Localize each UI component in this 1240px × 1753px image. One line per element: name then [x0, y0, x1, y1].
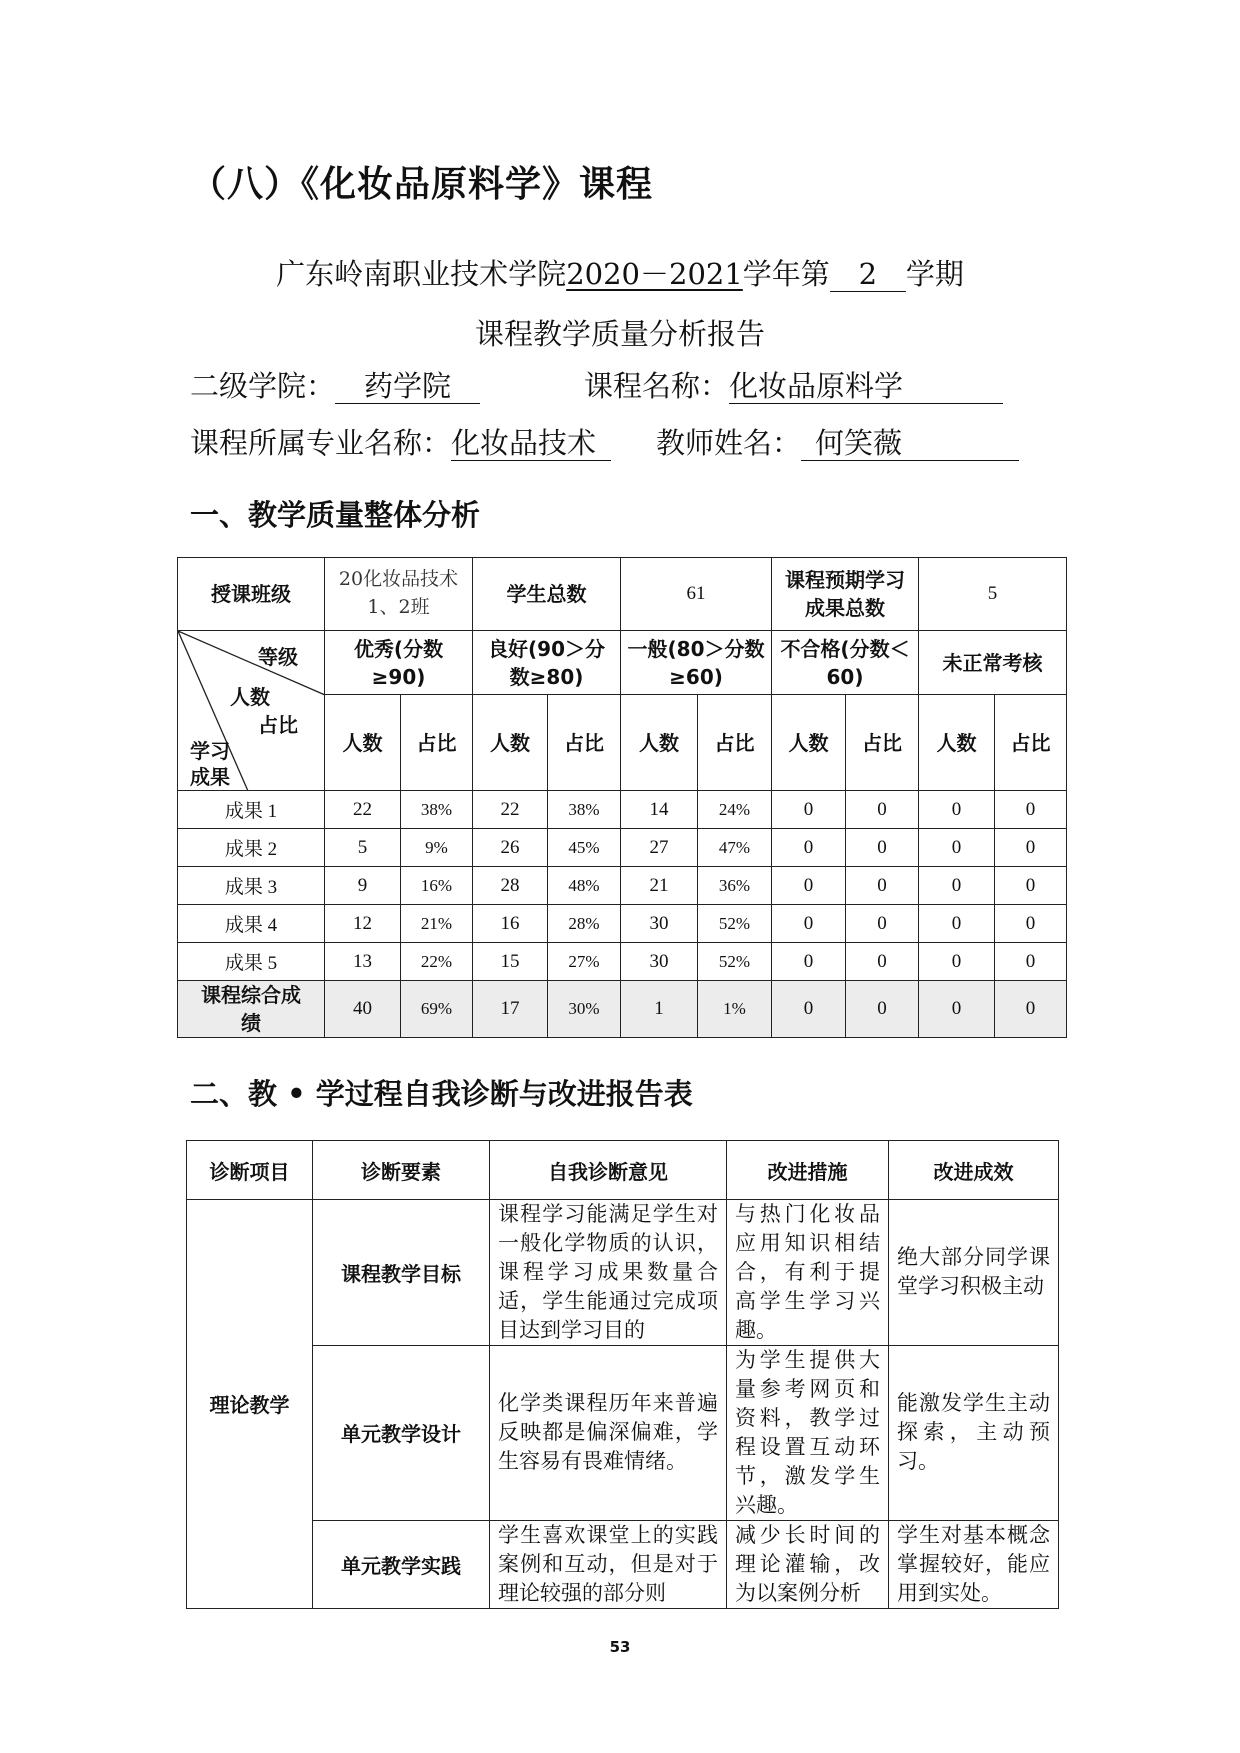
sub-count-header: 人数: [919, 695, 995, 791]
total-cell: 1: [621, 981, 698, 1038]
cell-ratio: 36%: [698, 867, 772, 905]
diagnosis-element: 课程教学目标: [313, 1200, 490, 1346]
cell-ratio: 28%: [548, 905, 621, 943]
class-value: 20化妆品技术1、2班: [325, 558, 473, 631]
diagnosis-effect: 学生对基本概念掌握较好，能应用到实处。: [889, 1520, 1059, 1608]
table-row: [187, 1200, 1059, 1346]
cell-ratio: 38%: [548, 791, 621, 829]
total-row: [178, 981, 1067, 1038]
cell-ratio: 52%: [698, 943, 772, 981]
college-value: 药学院: [335, 370, 480, 404]
cell-ratio: 0: [995, 943, 1067, 981]
cell-count: 0: [919, 829, 995, 867]
cell-count: 0: [772, 829, 846, 867]
cell-count: 0: [772, 867, 846, 905]
cell-ratio: 52%: [698, 905, 772, 943]
cell-ratio: 0: [846, 867, 919, 905]
major-value: 化妆品技术: [451, 427, 611, 461]
cell-ratio: 0: [846, 791, 919, 829]
diagonal-header-cell: [178, 631, 325, 791]
sub-ratio-header: 占比: [548, 695, 621, 791]
outcomes-value: 5: [919, 558, 1067, 631]
course-name-value: 化妆品原料学: [729, 370, 1003, 404]
total-cell: 40: [325, 981, 401, 1038]
sub-ratio-header: 占比: [401, 695, 473, 791]
grade-excellent: 优秀(分数≥90): [325, 631, 473, 695]
total-cell: 0: [846, 981, 919, 1038]
cell-count: 28: [473, 867, 548, 905]
cell-ratio: 0: [995, 791, 1067, 829]
diagnosis-opinion: 化学类课程历年来普遍反映都是偏深偏难，学生容易有畏难情绪。: [490, 1345, 727, 1520]
cell-count: 0: [772, 905, 846, 943]
total-label: 课程综合成绩: [178, 981, 325, 1038]
cell-ratio: 16%: [401, 867, 473, 905]
cell-count: 14: [621, 791, 698, 829]
sub-ratio-header: 占比: [698, 695, 772, 791]
diagnosis-measure: 与热门化妆品应用知识相结合，有利于提高学生学习兴趣。: [727, 1200, 889, 1346]
total-cell: 0: [919, 981, 995, 1038]
diag-grade-label: 等级: [258, 645, 298, 669]
sub-ratio-header: 占比: [995, 695, 1067, 791]
header-effect: 改进成效: [889, 1141, 1059, 1200]
cell-ratio: 38%: [401, 791, 473, 829]
term-suffix: 学期: [905, 257, 964, 291]
school-years: 2020－2021: [566, 257, 743, 291]
year-term-text: 学年第: [742, 257, 830, 291]
school-name: 广东岭南职业技术学院: [276, 257, 567, 291]
cell-ratio: 0: [846, 905, 919, 943]
class-label: 授课班级: [178, 558, 325, 631]
cell-count: 26: [473, 829, 548, 867]
cell-count: 0: [919, 867, 995, 905]
cell-count: 22: [473, 791, 548, 829]
table-row: [187, 1345, 1059, 1520]
section-title: （八）《化妆品原料学》课程: [190, 164, 654, 205]
diagnosis-opinion: 课程学习能满足学生对一般化学物质的认识，课程学习成果数量合适，学生能通过完成项目达到学习目的: [490, 1200, 727, 1346]
outcomes-label: 课程预期学习成果总数: [772, 558, 919, 631]
diagnosis-effect: 能激发学生主动探索，主动预习。: [889, 1345, 1059, 1520]
major-field: [190, 421, 611, 462]
cell-ratio: 0: [846, 829, 919, 867]
diag-outcome-label-1: 学习: [190, 739, 230, 763]
total-cell: 30%: [548, 981, 621, 1038]
cell-ratio: 9%: [401, 829, 473, 867]
quality-analysis-table: [177, 557, 1067, 1038]
diagnosis-element: 单元教学实践: [313, 1520, 490, 1608]
cell-count: 21: [621, 867, 698, 905]
cell-count: 0: [772, 791, 846, 829]
cell-count: 9: [325, 867, 401, 905]
grade-fail: 不合格(分数＜60): [772, 631, 919, 695]
outcome-label: 成果 5: [178, 943, 325, 981]
grade-good: 良好(90＞分数≥80): [473, 631, 621, 695]
diag-count-label: 人数: [230, 685, 270, 709]
course-name-label: 课程名称：: [584, 369, 730, 403]
cell-count: 16: [473, 905, 548, 943]
table-row: [178, 867, 1067, 905]
diag-outcome-label-2: 成果: [190, 765, 230, 789]
teacher-label: 教师姓名：: [656, 426, 802, 460]
course-name-field: [584, 364, 1003, 405]
cell-count: 5: [325, 829, 401, 867]
sub-count-header: 人数: [325, 695, 401, 791]
cell-ratio: 27%: [548, 943, 621, 981]
cell-ratio: 21%: [401, 905, 473, 943]
outcome-label: 成果 3: [178, 867, 325, 905]
sub-ratio-header: 占比: [846, 695, 919, 791]
diagnosis-element: 单元教学设计: [313, 1345, 490, 1520]
diagnosis-table: [186, 1140, 1059, 1609]
report-header-line: [0, 252, 1240, 293]
diagnosis-measure: 减少长时间的理论灌输，改为以案例分析: [727, 1520, 889, 1608]
page-number: 53: [609, 1638, 631, 1656]
diagnosis-item: 理论教学: [187, 1200, 313, 1609]
part1-title: 一、教学质量整体分析: [190, 498, 481, 532]
diagnosis-measure: 为学生提供大量参考网页和资料，教学过程设置互动环节，激发学生兴趣。: [727, 1345, 889, 1520]
total-cell: 0: [995, 981, 1067, 1038]
sub-count-header: 人数: [621, 695, 698, 791]
cell-count: 15: [473, 943, 548, 981]
cell-count: 0: [919, 791, 995, 829]
grade-header-row: [178, 631, 1067, 695]
teacher-value: 何笑薇: [801, 427, 1019, 461]
diagnosis-effect: 绝大部分同学课堂学习积极主动: [889, 1200, 1059, 1346]
teacher-field: [656, 421, 1019, 462]
table-row: [178, 905, 1067, 943]
cell-ratio: 0: [995, 867, 1067, 905]
cell-count: 30: [621, 905, 698, 943]
college-label: 二级学院：: [190, 369, 336, 403]
cell-count: 0: [919, 905, 995, 943]
total-cell: 17: [473, 981, 548, 1038]
table-row: [178, 829, 1067, 867]
cell-ratio: 22%: [401, 943, 473, 981]
class-info-row: [178, 558, 1067, 631]
total-cell: 1%: [698, 981, 772, 1038]
cell-count: 0: [772, 943, 846, 981]
college-field: [190, 364, 480, 405]
diag-ratio-label: 占比: [258, 713, 298, 737]
sub-count-header: 人数: [772, 695, 846, 791]
cell-count: 22: [325, 791, 401, 829]
outcome-label: 成果 2: [178, 829, 325, 867]
cell-ratio: 0: [995, 829, 1067, 867]
cell-count: 12: [325, 905, 401, 943]
major-label: 课程所属专业名称：: [190, 426, 452, 460]
diagnosis-opinion: 学生喜欢课堂上的实践案例和互动，但是对于理论较强的部分则: [490, 1520, 727, 1608]
table-row: [187, 1520, 1059, 1608]
total-cell: 0: [772, 981, 846, 1038]
table-row: [178, 943, 1067, 981]
grade-not-assessed: 未正常考核: [919, 631, 1067, 695]
part2-title: 二、教 • 学过程自我诊断与改进报告表: [190, 1077, 693, 1111]
cell-ratio: 0: [995, 905, 1067, 943]
cell-ratio: 0: [846, 943, 919, 981]
total-cell: 69%: [401, 981, 473, 1038]
header-element: 诊断要素: [313, 1141, 490, 1200]
cell-ratio: 45%: [548, 829, 621, 867]
cell-count: 0: [919, 943, 995, 981]
cell-ratio: 47%: [698, 829, 772, 867]
header-opinion: 自我诊断意见: [490, 1141, 727, 1200]
students-label: 学生总数: [473, 558, 621, 631]
report-title: 课程教学质量分析报告: [474, 317, 765, 351]
cell-count: 27: [621, 829, 698, 867]
grade-average: 一般(80＞分数≥60): [621, 631, 772, 695]
term-number: 2: [830, 259, 906, 292]
cell-count: 13: [325, 943, 401, 981]
cell-ratio: 48%: [548, 867, 621, 905]
cell-count: 30: [621, 943, 698, 981]
outcome-label: 成果 1: [178, 791, 325, 829]
header-measure: 改进措施: [727, 1141, 889, 1200]
students-value: 61: [621, 558, 772, 631]
outcome-label: 成果 4: [178, 905, 325, 943]
header-item: 诊断项目: [187, 1141, 313, 1200]
diagnosis-header-row: [187, 1141, 1059, 1200]
sub-count-header: 人数: [473, 695, 548, 791]
cell-ratio: 24%: [698, 791, 772, 829]
table-row: [178, 791, 1067, 829]
